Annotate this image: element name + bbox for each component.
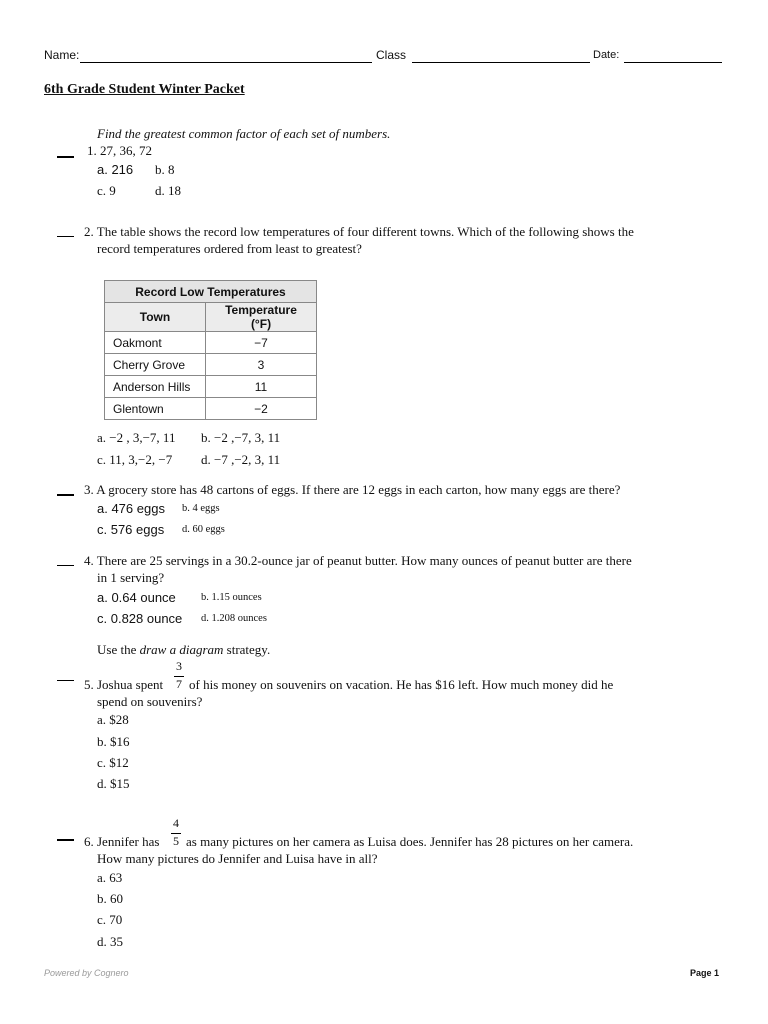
table-row [105,332,317,354]
table-row [105,354,317,376]
page-number: Page 1 [690,968,720,978]
q4-option-a: a. 0.64 ounce [97,590,176,605]
q6-text-pre: 6. Jennifer has [84,834,160,849]
q6-answer-blank[interactable] [57,839,74,841]
table-row [105,398,317,420]
q3-option-c: c. 576 eggs [97,522,165,537]
q1-text: 1. 27, 36, 72 [87,143,152,158]
page-title: 6th Grade Student Winter Packet [44,82,245,97]
q3-option-a: a. 476 eggs [97,501,165,516]
date-field[interactable] [624,62,722,63]
q1-instruction: Find the greatest common factor of each set of numbers. [97,126,391,141]
q2-option-d: d. −7 ,−2, 3, 11 [201,452,281,467]
table-cell-town: Cherry Grove [105,354,206,376]
q6-option-b: b. 60 [97,891,123,906]
q4-option-b: b. 1.15 ounces [201,592,262,603]
q5-option-a: a. $28 [97,712,129,727]
q1-option-b: b. 8 [155,162,175,177]
q4-text-line2: in 1 serving? [97,570,165,585]
q5-option-d: d. $15 [97,776,130,791]
table-row [105,376,317,398]
q5-fraction-numerator: 3 [176,659,182,673]
q3-answer-blank[interactable] [57,494,74,496]
table-cell-town: Oakmont [105,332,206,354]
q3-option-d: d. 60 eggs [182,524,225,535]
q4-text-line1: 4. There are 25 servings in a 30.2-ounce jar of peanut butter. How many ounces of peanut butter are there [84,553,632,568]
q6-text-post: as many pictures on her camera as Luisa does. Jennifer has 28 pictures on her camera. [186,834,634,849]
q1-option-d: d. 18 [155,183,181,198]
table-cell-temp: −2 [206,398,317,420]
name-field[interactable] [80,62,372,63]
strategy-emphasis: draw a diagram [139,642,224,657]
table-cell-temp: 11 [206,376,317,398]
q2-text-line1: 2. The table shows the record low temperatures of four different towns. Which of the following shows the [84,224,634,239]
q4-option-c: c. 0.828 ounce [97,611,183,626]
q6-fraction-numerator: 4 [173,816,179,830]
q2-option-c: c. 11, 3,−2, −7 [97,452,173,467]
table-cell-town: Anderson Hills [105,376,206,398]
strategy-post: strategy. [223,642,271,657]
q5-text-pre: 5. Joshua spent [84,677,164,692]
table-cell-temp: −7 [206,332,317,354]
q3-option-b: b. 4 eggs [182,503,220,514]
q6-option-a: a. 63 [97,870,123,885]
table-header-town: Town [105,303,206,332]
q1-answer-blank[interactable] [57,156,74,158]
q2-option-b: b. −2 ,−7, 3, 11 [201,430,281,445]
q2-option-a: a. −2 , 3,−7, 11 [97,430,176,445]
table-cell-town: Glentown [105,398,206,420]
q6-option-d: d. 35 [97,934,123,949]
q5-text-post: of his money on souvenirs on vacation. He has $16 left. How much money did he [189,677,614,692]
q5-strategy-hint [97,641,270,658]
powered-by-footer: Powered by Cognero [44,968,129,978]
q4-option-d: d. 1.208 ounces [201,613,267,624]
name-label: Name: [44,48,80,62]
q5-text-line2: spend on souvenirs? [97,694,203,709]
q5-option-c: c. $12 [97,755,129,770]
q3-text: 3. A grocery store has 48 cartons of eggs. If there are 12 eggs in each carton, how many eggs are there? [84,482,621,497]
q5-answer-blank[interactable] [57,680,74,681]
q5-fraction-denominator: 7 [176,677,182,691]
q6-fraction-denominator: 5 [173,834,179,848]
q2-text-line2: record temperatures ordered from least to greatest? [97,241,362,256]
table-header-temperature: Temperature (°F) [206,303,317,332]
q4-answer-blank[interactable] [57,565,74,566]
q6-text-line2: How many pictures do Jennifer and Luisa have in all? [97,851,378,866]
table-caption: Record Low Temperatures [105,281,317,303]
q1-option-a: a. 216 [97,162,134,177]
temperature-table [104,280,317,420]
strategy-pre: Use the [97,642,140,657]
table-cell-temp: 3 [206,354,317,376]
q1-option-c: c. 9 [97,183,116,198]
q2-answer-blank[interactable] [57,236,74,237]
class-label: Class [376,48,407,62]
q5-option-b: b. $16 [97,734,130,749]
date-label: Date: [593,49,620,61]
class-field[interactable] [412,62,590,63]
q6-option-c: c. 70 [97,912,123,927]
